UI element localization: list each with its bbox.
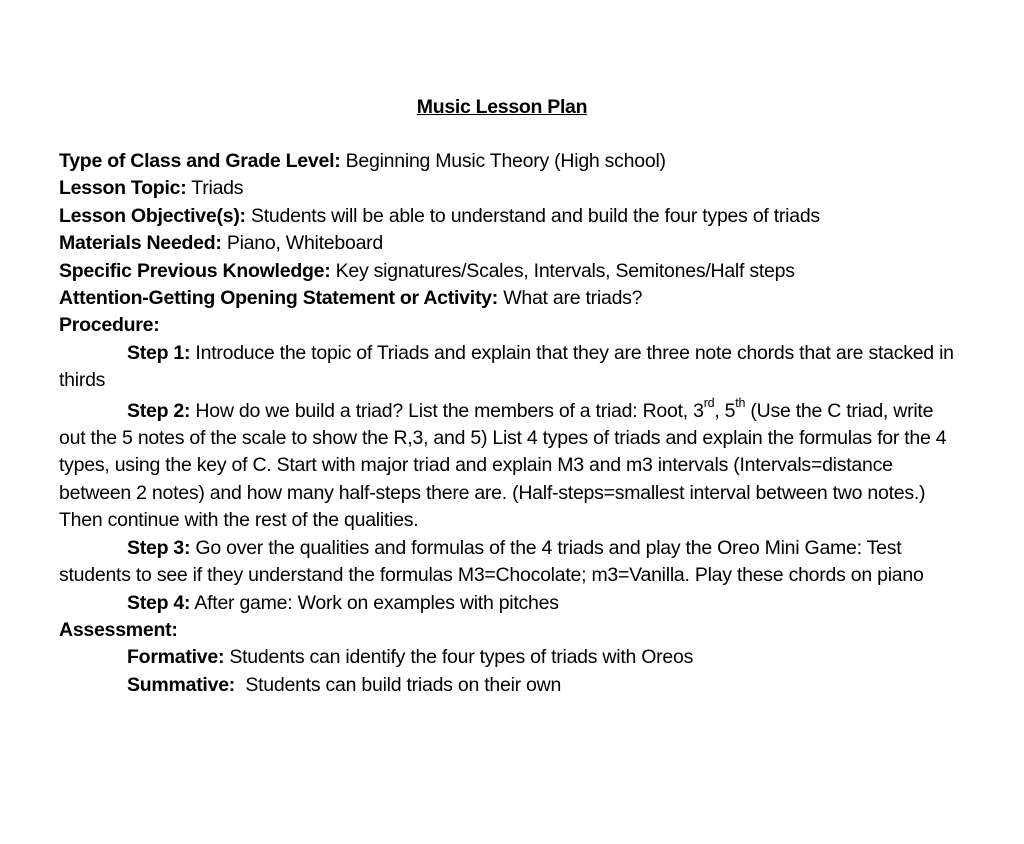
field-label: Materials Needed: <box>59 232 222 255</box>
field-value: Key signatures/Scales, Intervals, Semitones/Half steps <box>330 259 795 282</box>
assessment-heading <box>59 617 954 644</box>
document-title: Music Lesson Plan <box>416 96 588 118</box>
section-heading: Procedure: <box>59 314 160 337</box>
step-label: Step 3: <box>127 536 191 559</box>
field-label: Type of Class and Grade Level: <box>59 150 341 172</box>
assessment-label: Formative: <box>127 646 225 669</box>
step-label: Step 2: <box>127 399 191 422</box>
procedure-step-4 <box>59 590 954 617</box>
step-text: After game: Work on examples with pitches <box>190 591 559 614</box>
procedure-step-2 <box>59 398 954 535</box>
field-previous-knowledge <box>59 258 954 285</box>
field-label: Lesson Objective(s): <box>59 204 246 227</box>
field-materials <box>59 230 954 257</box>
field-value: Triads <box>186 177 244 200</box>
section-heading: Assessment: <box>59 618 178 641</box>
assessment-summative <box>59 672 954 699</box>
assessment-formative <box>59 644 954 671</box>
field-lesson-objective <box>59 203 954 230</box>
field-label: Attention-Getting Opening Statement or Activity: <box>59 287 499 310</box>
ordinal-superscript: th <box>735 396 746 411</box>
step-text: Go over the qualities and formulas of the 4 triads and play the Oreo Mini Game: Test students to see if they understand the formulas M3=Chocolate; m3=Vanilla. Play these chords on piano <box>59 536 924 587</box>
field-value: Students will be able to understand and build the four types of triads <box>245 204 820 227</box>
field-class-grade <box>59 148 954 175</box>
field-value: Piano, Whiteboard <box>221 232 384 255</box>
assessment-label: Summative: <box>127 673 236 696</box>
field-label: Lesson Topic: <box>59 177 187 200</box>
procedure-step-1 <box>59 340 954 395</box>
assessment-text: Students can identify the four types of triads with Oreos <box>224 646 694 669</box>
step-text: (Use the C triad, write out the 5 notes of the scale to show the R,3, and 5) List 4 types of triads and explain the formulas for the 4 types, using the key of C. Start with major triad and explain M3 and m3 intervals (Intervals=distance between 2 notes) and how many half-steps there are. (Half-steps=smallest interval between two notes.) Then continue with the rest of the qualities. <box>59 399 947 532</box>
step-text: How do we build a triad? List the members of a triad: Root, 3 <box>190 399 704 422</box>
field-label: Specific Previous Knowledge: <box>59 259 331 282</box>
ordinal-superscript: rd <box>703 396 715 411</box>
procedure-heading <box>59 312 954 339</box>
step-text: Introduce the topic of Triads and explain that they are three note chords that are stacked in thirds <box>59 341 954 392</box>
procedure-step-3 <box>59 535 954 590</box>
field-value: What are triads? <box>498 287 643 310</box>
field-value: Beginning Music Theory (High school) <box>340 150 666 172</box>
field-opening-statement <box>59 285 954 312</box>
step-text: , 5 <box>714 399 736 422</box>
step-label: Step 4: <box>127 591 191 614</box>
field-lesson-topic <box>59 175 954 202</box>
assessment-text: Students can build triads on their own <box>235 673 562 696</box>
step-label: Step 1: <box>127 341 191 364</box>
lesson-plan-body <box>59 148 954 699</box>
